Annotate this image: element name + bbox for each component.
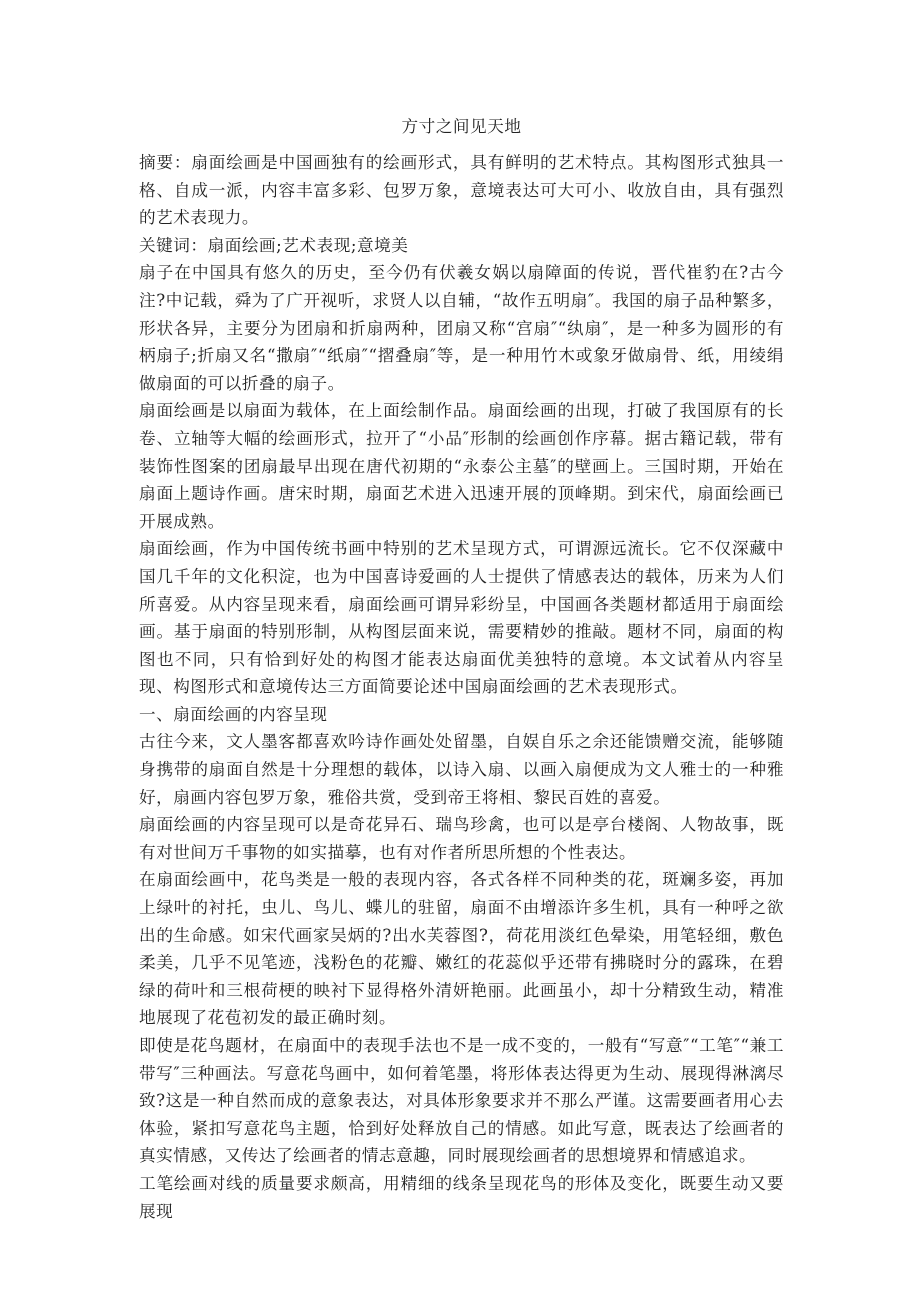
document-page (139, 116, 784, 1225)
body-paragraph: 即使是花鸟题材，在扇面中的表现手法也不是一成不变的，一般有“写意″“工笔″“兼工带写″三种画法。写意花鸟画中，如何着笔墨，将形体表达得更为生动、展现得淋漓尽致?这是一种自然而成的意象表达，对具体形象要求并不那么严谨。这需要画者用心去体验，紧扣写意花鸟主题，恰到好处释放自己的情感。如此写意，既表达了绘画者的真实情感，又传达了绘画者的情志意趣，同时展现绘画者的思想境界和情感追求。 (139, 1036, 784, 1166)
body-paragraph: 扇子在中国具有悠久的历史，至今仍有伏羲女娲以扇障面的传说，晋代崔豹在?古今注?中记载，舜为了广开视听，求贤人以自辅，“故作五明扇″。我国的扇子品种繁多，形状各异，主要分为团扇和折扇两种，团扇又称“宫扇″“纨扇″，是一种多为圆形的有柄扇子;折扇又名“撒扇″“纸扇″“摺叠扇″等，是一种用竹木或象牙做扇骨、纸，用绫绢做扇面的可以折叠的扇子。 (139, 263, 784, 393)
body-paragraph: 扇面绘画的内容呈现可以是奇花异石、瑞鸟珍禽，也可以是亭台楼阁、人物故事，既有对世间万千事物的如实描摹，也有对作者所思所想的个性表达。 (139, 815, 784, 862)
document-title: 方寸之间见天地 (401, 117, 522, 136)
keywords-line: 关键词：扇面绘画;艺术表现;意境美 (139, 235, 409, 255)
section-heading: 一、扇面绘画的内容呈现 (139, 704, 328, 724)
body-paragraph: 扇面绘画是以扇面为载体，在上面绘制作品。扇面绘画的出现，打破了我国原有的长卷、立轴等大幅的绘画形式，拉开了“小品″形制的绘画创作序幕。据古籍记载，带有装饰性图案的团扇最早出现在唐代初期的“永泰公主墓″的壁画上。三国时期，开始在扇面上题诗作画。唐宋时期，扇面艺术进入迅速开展的顶峰期。到宋代，扇面绘画已开展成熟。 (139, 401, 784, 531)
body-paragraph: 古往今来，文人墨客都喜欢吟诗作画处处留墨，自娱自乐之余还能馈赠交流，能够随身携带的扇面自然是十分理想的载体，以诗入扇、以画入扇便成为文人雅士的一种雅好，扇画内容包罗万象，雅俗共赏，受到帝王将相、黎民百姓的喜爱。 (139, 732, 784, 807)
body-paragraph: 扇面绘画，作为中国传统书画中特别的艺术呈现方式，可谓源远流长。它不仅深藏中国几千年的文化积淀，也为中国喜诗爱画的人士提供了情感表达的载体，历来为人们所喜爱。从内容呈现来看，扇面绘画可谓异彩纷呈，中国画各类题材都适用于扇面绘画。基于扇面的特别形制，从构图层面来说，需要精妙的推敲。题材不同，扇面的构图也不同，只有恰到好处的构图才能表达扇面优美独特的意境。本文试着从内容呈现、构图形式和意境传达三方面简要论述中国扇面绘画的艺术表现形式。 (139, 539, 784, 697)
body-paragraph: 在扇面绘画中，花鸟类是一般的表现内容，各式各样不同种类的花，斑斓多姿，再加上绿叶的衬托，虫儿、鸟儿、蝶儿的驻留，扇面不由增添许多生机，具有一种呼之欲出的生命感。如宋代画家吴炳的?出水芙蓉图?，荷花用淡红色晕染，用笔轻细，敷色柔美，几乎不见笔迹，浅粉色的花瓣、嫩红的花蕊似乎还带有拂晓时分的露珠，在碧绿的荷叶和三根荷梗的映衬下显得格外清妍艳丽。此画虽小，却十分精致生动，精准地展现了花苞初发的最正确时刻。 (139, 870, 784, 1028)
abstract-paragraph: 摘要：扇面绘画是中国画独有的绘画形式，具有鲜明的艺术特点。其构图形式独具一格、自成一派，内容丰富多彩、包罗万象，意境表达可大可小、收放自由，具有强烈的艺术表现力。 (139, 153, 784, 228)
body-paragraph: 工笔绘画对线的质量要求颇高，用精细的线条呈现花鸟的形体及变化，既要生动又要展现 (139, 1173, 784, 1221)
